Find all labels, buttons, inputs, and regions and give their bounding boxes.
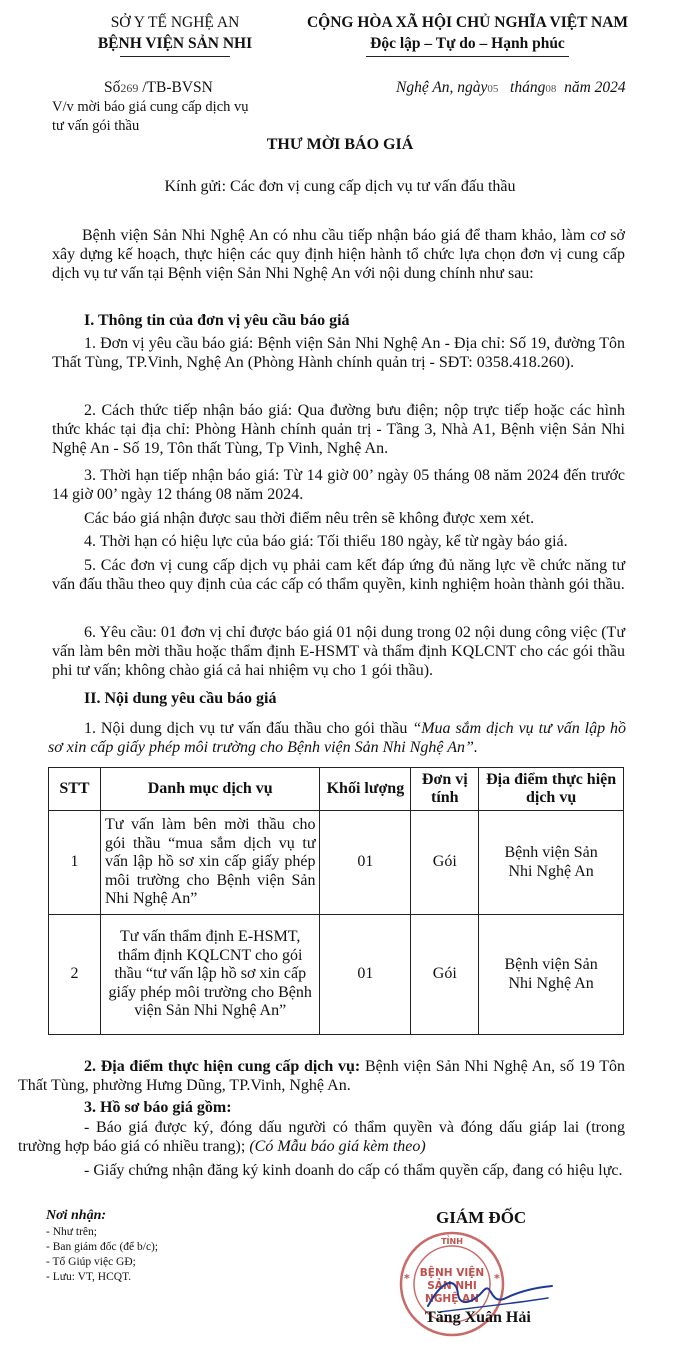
date-year: năm 2024 <box>564 79 626 96</box>
table-cell-quantity: 01 <box>320 915 411 1035</box>
table-header-location: Địa điểm thực hiện dịch vụ <box>479 768 624 811</box>
table-cell-quantity: 01 <box>320 811 411 915</box>
table-header-row <box>49 768 624 811</box>
requirement-bullet-1 <box>18 1118 625 1156</box>
table-cell-stt: 2 <box>49 915 101 1035</box>
document-number-suffix: /TB-BVSN <box>142 79 213 96</box>
section-2-heading: II. Nội dung yêu cầu báo giá <box>84 690 277 707</box>
table-cell-location: Bệnh viện Sản Nhi Nghệ An <box>479 915 624 1035</box>
table-cell-stt: 1 <box>49 811 101 915</box>
signer-name: Tăng Xuân Hải <box>425 1309 531 1326</box>
table-cell-service: Tư vấn làm bên mời thầu cho gói thầu “mua sắm dịch vụ tư vấn lập hồ sơ xin cấp giấy phép môi trường cho Bệnh viện Sản Nhi Nghệ An” <box>100 811 320 915</box>
table-cell-location: Bệnh viện Sản Nhi Nghệ An <box>479 811 624 915</box>
date-place: Nghệ An, ngày <box>396 79 488 96</box>
requirement-bullet-1-note: (Có Mẫu báo giá kèm theo) <box>249 1138 426 1155</box>
table-cell-service: Tư vấn thẩm định E-HSMT, thẩm định KQLCNT cho gói thầu “tư vấn lập hồ sơ xin cấp giấy phép môi trường cho Bệnh viện Sản Nhi Nghệ An” <box>100 915 320 1035</box>
seal-line-1: BỆNH VIỆN <box>419 1267 485 1279</box>
section-2-item-1-package: “Mua sắm dịch vụ tư vấn lập hồ sơ xin cấp giấy phép môi trường cho Bệnh viện Sản Nhi Nghệ An”. <box>48 720 627 756</box>
table-header-quantity: Khối lượng <box>320 768 411 811</box>
section-2-item-2-label: 2. Địa điểm thực hiện cung cấp dịch vụ: <box>84 1058 361 1075</box>
document-number <box>104 79 213 97</box>
section-1-item-3-note: Các báo giá nhận được sau thời điểm nêu trên sẽ không được xem xét. <box>84 510 535 527</box>
section-2-item-1-text: 1. Nội dung dịch vụ tư vấn đấu thầu cho gói thầu <box>84 720 413 737</box>
date-day: 05 <box>487 83 499 95</box>
subject-line-1: V/v mời báo giá cung cấp dịch vụ <box>52 99 249 115</box>
table-row <box>49 811 624 915</box>
seal-top-text: TỈNH <box>441 1237 463 1246</box>
date-month: 08 <box>545 83 557 95</box>
table-header-stt: STT <box>49 768 101 811</box>
table-row <box>49 915 624 1035</box>
table-header-unit: Đơn vị tính <box>411 768 479 811</box>
signer-title: GIÁM ĐỐC <box>436 1208 527 1227</box>
document-title: THƯ MỜI BÁO GIÁ <box>266 136 414 153</box>
country-name: CỘNG HÒA XÃ HỘI CHỦ NGHĨA VIỆT NAM <box>306 14 629 31</box>
national-motto: Độc lập – Tự do – Hạnh phúc <box>370 35 565 52</box>
document-number-prefix: Số <box>104 79 121 96</box>
date-month-label: tháng <box>510 79 546 96</box>
date-line <box>396 79 626 97</box>
agency-name: SỞ Y TẾ NGHỆ AN <box>110 14 240 31</box>
requirement-bullet-2: - Giấy chứng nhận đăng ký kinh doanh do cấp có thẩm quyền cấp, đang có hiệu lực. <box>84 1162 623 1179</box>
greeting: Kính gửi: Các đơn vị cung cấp dịch vụ tư vấn đấu thầu <box>164 178 516 195</box>
section-1-item-5: 5. Các đơn vị cung cấp dịch vụ phải cam kết đáp ứng đủ năng lực về chức năng tư vấn đấu thầu theo quy định của các cấp có thẩm quyền, kinh nghiệm hoàn thành gói thầu. <box>52 557 625 593</box>
recipient-item: - Tổ Giúp việc GĐ; <box>46 1256 136 1268</box>
section-1-item-2: 2. Cách thức tiếp nhận báo giá: Qua đường bưu điện; nộp trực tiếp hoặc các hình thức khác tại địa chỉ: Phòng Hành chính quản trị - Tầng 3, Nhà A1, Bệnh viện Sản Nhi Nghệ An - Số 19, Tôn thất Tùng, Tp Vinh, Nghệ An. <box>52 402 625 457</box>
table-cell-unit: Gói <box>411 915 479 1035</box>
requirement-bullet-1-text: - Báo giá được ký, đóng dấu người có thẩm quyền và đóng dấu giáp lai (trong trường hợp báo giá có nhiều trang); <box>18 1119 625 1155</box>
section-1-item-3: 3. Thời hạn tiếp nhận báo giá: Từ 14 giờ 00’ ngày 05 tháng 08 năm 2024 đến trước 14 giờ 00’ ngày 12 tháng 08 năm 2024. <box>52 467 625 503</box>
hospital-name: BỆNH VIỆN SẢN NHI <box>97 35 253 52</box>
section-2-item-2 <box>18 1057 625 1095</box>
table-header-service: Danh mục dịch vụ <box>100 768 320 811</box>
svg-text:*: * <box>494 1272 500 1285</box>
seal-line-3: NGHỆ AN <box>425 1293 479 1305</box>
section-2-item-1 <box>48 719 626 757</box>
service-table <box>48 767 624 1035</box>
motto-underline <box>366 56 569 57</box>
seal-line-2: SẢN NHI <box>427 1280 477 1292</box>
svg-text:*: * <box>404 1272 410 1285</box>
hospital-underline <box>120 56 230 57</box>
section-2-item-2-text: Bệnh viện Sản Nhi Nghệ An, số 19 Tôn Thất Tùng, phường Hưng Dũng, TP.Vinh, Nghệ An. <box>18 1058 626 1094</box>
section-1-heading: I. Thông tin của đơn vị yêu cầu báo giá <box>84 312 350 329</box>
document-number-value: 269 <box>120 81 139 95</box>
section-1-item-1: 1. Đơn vị yêu cầu báo giá: Bệnh viện Sản Nhi Nghệ An - Địa chỉ: Số 19, đường Tôn Thất Tùng, TP.Vinh, Nghệ An (Phòng Hành chính quản trị - SĐT: 0358.418.260). <box>52 335 625 371</box>
section-1-item-6: 6. Yêu cầu: 01 đơn vị chỉ được báo giá 01 nội dung trong 02 nội dung công việc (Tư vấn làm bên mời thầu hoặc thẩm định E-HSMT và thẩm định KQLCNT cho các gói thầu phi tư vấn; không chào giá cả hai nhiệm vụ cho 1 gói thầu). <box>52 624 625 679</box>
subject-line-2: tư vấn gói thầu <box>52 118 140 134</box>
recipients-label: Nơi nhận: <box>46 1208 107 1223</box>
section-2-item-3-heading: 3. Hồ sơ báo giá gồm: <box>84 1099 232 1116</box>
section-1-item-4: 4. Thời hạn có hiệu lực của báo giá: Tối thiểu 180 ngày, kể từ ngày báo giá. <box>84 533 568 550</box>
recipient-item: - Lưu: VT, HCQT. <box>46 1271 132 1283</box>
intro-paragraph: Bệnh viện Sản Nhi Nghệ An có nhu cầu tiếp nhận báo giá để tham khảo, làm cơ sở xây dựng kế hoạch, thực hiện các quy định hiện hành tổ chức lựa chọn đơn vị cung cấp dịch vụ tư vấn tại Bệnh viện Sản Nhi Nghệ An với nội dung chính như sau: <box>52 227 625 282</box>
table-cell-unit: Gói <box>411 811 479 915</box>
recipient-item: - Ban giám đốc (để b/c); <box>46 1241 159 1253</box>
recipient-item: - Như trên; <box>46 1226 97 1238</box>
